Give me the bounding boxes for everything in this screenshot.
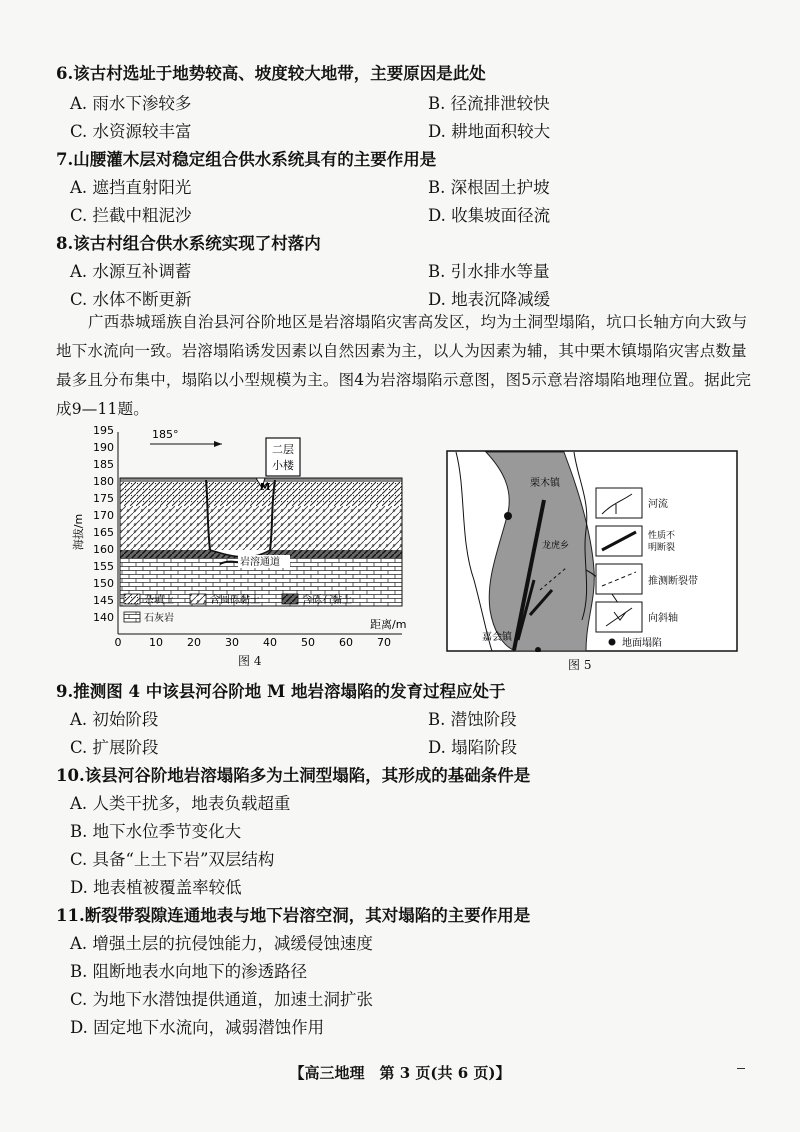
fig4-ytick: 155: [93, 560, 114, 573]
fig4-x-label: 距离/m: [370, 618, 407, 631]
q8-option-a: A. 水源互补调蓄: [70, 262, 192, 281]
fig4-x-ticks: [115, 636, 392, 649]
question-9-stem: 9.推测图 4 中该县河谷阶地 M 地岩溶塌陷的发育过程应处于: [56, 682, 506, 701]
fig4-channel-label: 岩溶通道: [240, 557, 280, 568]
question-7-stem: 7.山腰灌木层对稳定组合供水系统具有的主要作用是: [56, 150, 437, 169]
q11-option-b: B. 阻断地表水向地下的渗透路径: [70, 962, 308, 981]
q7-option-b: B. 深根固土护坡: [428, 178, 550, 197]
q6-option-a: A. 雨水下渗较多: [70, 94, 192, 113]
fig5-town-jiahui: 嘉会镇: [482, 632, 512, 643]
fig4-ytick: 145: [93, 594, 114, 607]
question-11-stem: 11.断裂带裂隙连通地表与地下岩溶空洞，其对塌陷的主要作用是: [56, 906, 531, 925]
reading-passage: 广西恭城瑶族自治县河谷阶地区是岩溶塌陷灾害高发区，均为土洞型塌陷，坑口长轴方向大致与地下水流向一致。岩溶塌陷诱发因素以自然因素为主，以人为因素为辅，其中栗木镇塌陷灾害点数量最多且分布集中，塌陷以小型规模为主。图4为岩溶塌陷示意图，图5示意岩溶塌陷地理位置。据此完成9—11题。: [56, 313, 752, 418]
fig4-xtick: 50: [301, 636, 315, 649]
legend-label-river: 河流: [648, 499, 668, 510]
q8-option-c: C. 水体不断更新: [70, 290, 192, 309]
question-8-stem: 8.该古村组合供水系统实现了村落内: [56, 234, 321, 253]
fig5-collapse-point: [504, 512, 512, 520]
fig4-xtick: 20: [187, 636, 201, 649]
q7-option-a: A. 遮挡直射阳光: [70, 178, 192, 197]
fig4-direction-arrow: [214, 441, 222, 447]
legend-label-limestone: 石灰岩: [144, 613, 174, 624]
q8-option-d: D. 地表沉降减缓: [428, 290, 551, 309]
q10-option-d: D. 地表植被覆盖率较低: [70, 878, 242, 897]
legend-swatch-limestone: [124, 612, 140, 622]
fig4-ytick: 140: [93, 611, 114, 624]
fig4-ytick: 165: [93, 526, 114, 539]
fig4-xtick: 0: [114, 636, 122, 649]
q11-option-a: A. 增强土层的抗侵蚀能力，减缓侵蚀速度: [70, 934, 373, 953]
fig4-y-ticks: [93, 424, 114, 624]
q10-option-c: C. 具备“上土下岩”双层结构: [70, 850, 275, 869]
q9-option-b: B. 潜蚀阶段: [428, 710, 517, 729]
fig4-xtick: 10: [149, 636, 163, 649]
fig4-xtick: 60: [339, 636, 353, 649]
legend-label-fault-1: 性质不: [648, 531, 676, 541]
fig4-ytick: 160: [93, 543, 114, 556]
fig4-ytick: 195: [93, 424, 114, 437]
fig4-xtick: 70: [377, 636, 391, 649]
fig4-ytick: 150: [93, 577, 114, 590]
legend-box-inferred-fault: [596, 564, 642, 594]
question-6-stem: 6.该古村选址于地势较高、坡度较大地带，主要原因是此处: [56, 64, 486, 83]
legend-label-collapse: 地面塌陷: [622, 638, 662, 649]
q8-option-b: B. 引水排水等量: [428, 262, 550, 281]
q6-option-b: B. 径流排泄较快: [428, 94, 550, 113]
fig4-ytick: 185: [93, 458, 114, 471]
fig4-xtick: 40: [263, 636, 277, 649]
figure-4-caption: 图 4: [238, 654, 262, 668]
q6-option-c: C. 水资源较丰富: [70, 122, 192, 141]
fig4-building-label-1: 二层: [272, 443, 294, 456]
q7-option-d: D. 收集坡面径流: [428, 206, 551, 225]
q6-option-d: D. 耕地面积较大: [428, 122, 551, 141]
page-corner-mark: [737, 1068, 745, 1069]
fig4-ytick: 175: [93, 492, 114, 505]
legend-collapse-icon: [609, 639, 616, 646]
q11-option-c: C. 为地下水潜蚀提供通道，加速土洞扩张: [70, 990, 374, 1009]
fig4-gravel-clay-layer: [120, 506, 402, 550]
fig4-y-label: 海拔/m: [72, 513, 85, 551]
fig5-town-longhu: 龙虎乡: [542, 541, 570, 551]
q10-option-b: B. 地下水位季节变化大: [70, 822, 242, 841]
q9-option-c: C. 扩展阶段: [70, 738, 159, 757]
legend-swatch-gravel-clay: [190, 594, 206, 604]
fig4-xtick: 30: [225, 636, 239, 649]
fig4-building-label-2: 小楼: [272, 459, 294, 472]
figure-5-caption: 图 5: [568, 658, 592, 672]
q11-option-d: D. 固定地下水流向，减弱潜蚀作用: [70, 1018, 325, 1037]
fig4-ytick: 180: [93, 475, 114, 488]
fig5-town-limu: 栗木镇: [530, 478, 560, 489]
legend-swatch-fill-soil: [124, 594, 140, 604]
legend-label-inferred-fault: 推测断裂带: [648, 576, 698, 587]
fig4-ytick: 170: [93, 509, 114, 522]
q9-option-d: D. 塌陷阶段: [428, 738, 518, 757]
fig4-direction-label: 185°: [152, 428, 179, 441]
legend-label-fault-2: 明断裂: [648, 543, 676, 553]
q9-option-a: A. 初始阶段: [70, 710, 159, 729]
figure-4-karst-collapse-profile: [70, 422, 420, 650]
fig4-ytick: 190: [93, 441, 114, 454]
q7-option-c: C. 拦截中粗泥沙: [70, 206, 192, 225]
legend-label-gravel-clay: 含圆砾黏土: [210, 595, 260, 606]
page-footer: 【高三地理 第 3 页(共 6 页)】: [289, 1064, 511, 1082]
fig4-point-m: M: [260, 482, 270, 493]
figure-5-karst-collapse-map: [446, 450, 738, 652]
fig4-legend: [124, 593, 352, 624]
question-10-stem: 10.该县河谷阶地岩溶塌陷多为土洞型塌陷，其形成的基础条件是: [56, 766, 531, 785]
legend-label-fill-soil: 杂填土: [144, 595, 174, 606]
legend-swatch-pebble-clay: [282, 594, 298, 604]
q10-option-a: A. 人类干扰多，地表负载超重: [70, 794, 291, 813]
legend-label-pebble-clay: 含砾石黏土: [302, 595, 352, 606]
legend-label-syncline: 向斜轴: [648, 613, 678, 624]
